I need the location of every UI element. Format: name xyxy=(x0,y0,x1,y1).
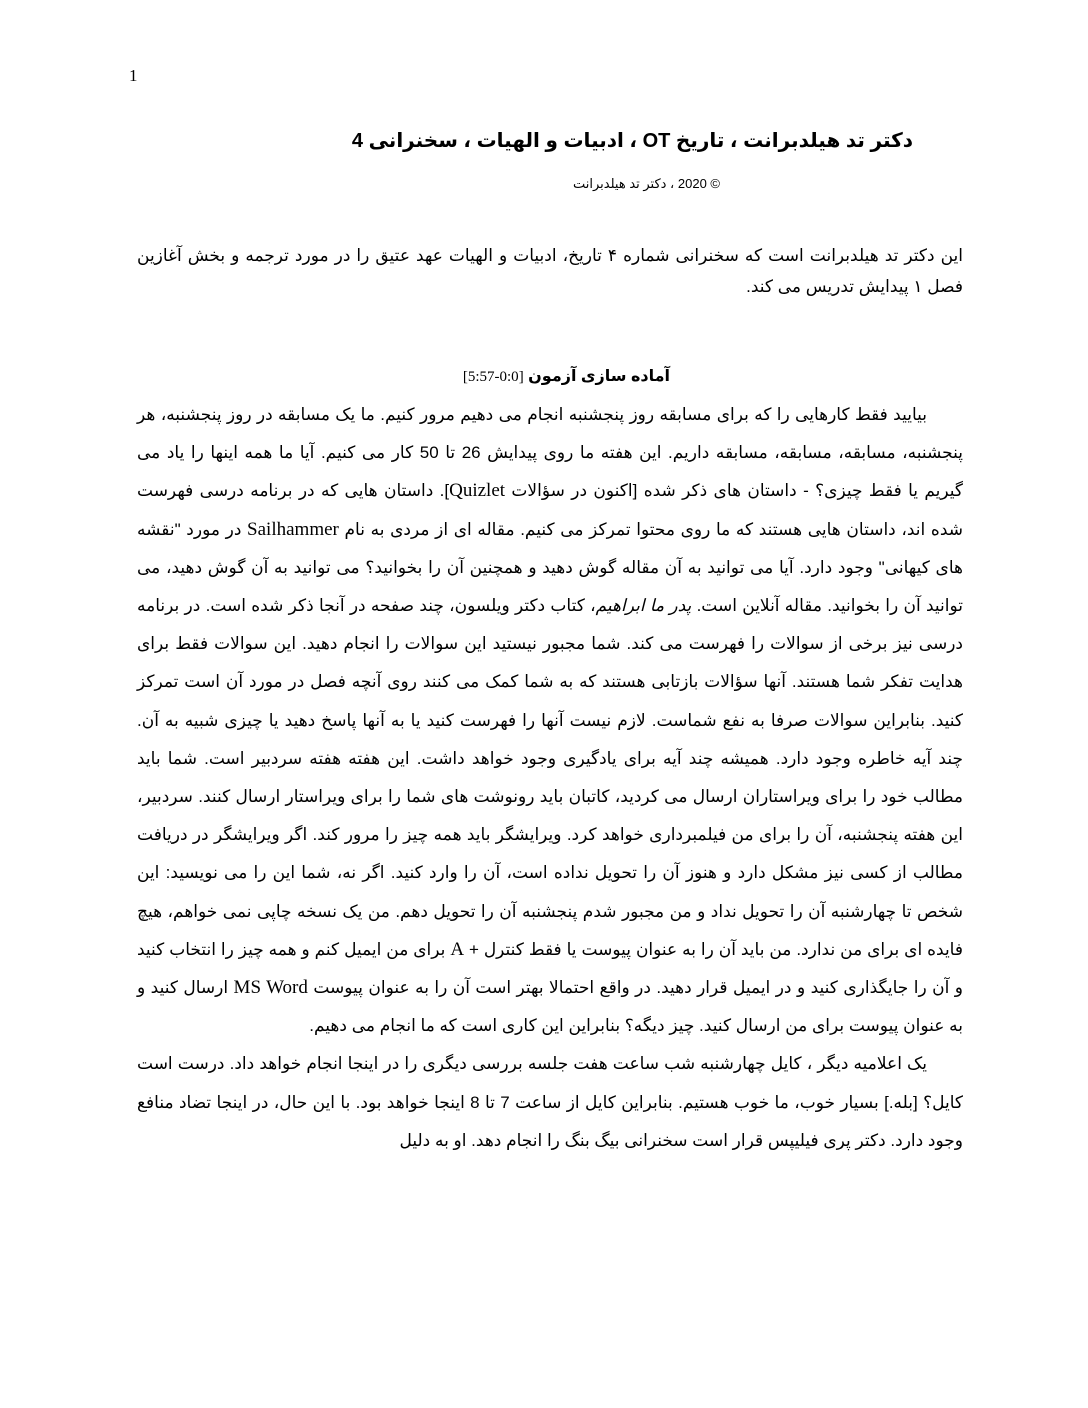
text-run: ارسال کنید و به عنوان پیوست برای من ارسال کنید. چیز دیگه؟ بنابراین این کاری است که ما انجام می دهیم. xyxy=(137,978,963,1036)
section-heading-title: آماده سازی آزمون xyxy=(528,368,670,385)
page-number: 1 xyxy=(129,66,138,85)
latin-term-ms-word: MS Word xyxy=(233,977,308,999)
text-run: برای من ایمیل کنم و همه چیز را انتخاب کنید و آن را جایگذاری کنید و در ایمیل قرار دهید. در واقع احتمالا بهتر است آن را به عنوان پیوست xyxy=(137,939,963,998)
body-text xyxy=(137,396,963,1160)
text-run: ]. داستان هایی که در برنامه درسی فهرست شده اند، داستان هایی هستند که ما روی محتوا تمرکز می کنیم. مقاله ای از مردی به نام xyxy=(137,481,963,539)
italic-book-title: پدر ما ابراهیم xyxy=(595,596,692,616)
latin-term-a: A xyxy=(450,938,465,960)
body-paragraph-1 xyxy=(137,396,963,1045)
section-heading-timestamp: [0:0-5:57] xyxy=(462,369,524,385)
body-paragraph-2: یک اعلامیه دیگر ، کایل چهارشنبه شب ساعت هفت جلسه بررسی دیگری را در اینجا انجام خواهد داد. درست است کایل؟ [بله.] بسیار خوب، ما خوب هستیم. بنابراین کایل از ساعت 7 تا 8 اینجا خواهد بود. با این حال، در اینجا تضاد منافع وجود دارد. دکتر پری فیلیپس قرار است سخنرانی بیگ بنگ را انجام دهد. او به دلیل xyxy=(137,1054,964,1150)
latin-term-sailhammer: Sailhammer xyxy=(247,518,339,540)
section-heading xyxy=(300,364,670,390)
latin-term-quizlet: Quizlet xyxy=(449,480,506,502)
intro-paragraph: این دکتر تد هیلدبرانت است که سخنرانی شماره ۴ تاریخ، ادبیات و الهیات عهد عتیق را در مورد ترجمه و بخش آغازین فصل ۱ پیدایش تدریس می کند. xyxy=(137,246,963,296)
copyright-line: © 2020 ، دکتر تد هیلدبرانت xyxy=(573,176,720,191)
text-run: در مورد "نقشه های کیهانی" وجود دارد. آیا می توانید به آن مقاله گوش دهید و همچنین آن را بخوانید؟ می توانید به آن گوش دهید، می توانید آن را بخوانید. مقاله آنلاین است. xyxy=(137,519,964,616)
text-run: ، کتاب دکتر ویلسون، چند صفحه در آنجا ذکر شده است. در برنامه درسی نیز برخی از سوالات را فهرست می کند. شما مجبور نیستید این سوالات را انجام دهید. این سوالات فقط برای هدایت تفکر شما هستند. آنها سؤالات بازتابی هستند که به شما کمک می کنند روی آنچه فصل در مورد آن است تمرکز کنید. بنابراین سوالات صرفا به نفع شماست. لازم نیست آنها را فهرست کنید یا به آنها پاسخ دهید یا چیزی شبیه به آن. چند آیه خاطره وجود دارد. همیشه چند آیه برای یادگیری وجود خواهد داشت. این هفته هفته سردبیر است. شما باید مطالب خود را برای ویراستاران ارسال می کردید، کاتبان باید رونوشت های شما را برای ویراستار ارسال کنند. سردبیر، این هفته پنجشنبه، آن را برای من فیلمبرداری خواهد کرد. ویرایشگر باید همه چیز را مرور کند. اگر ویرایشگر در دریافت مطالب از کسی نیز مشکل دارد و هنوز آن را تحویل نداده است، آن را وارد کنید. اگر نه، شما این را می نویسید: این شخص تا چهارشنبه آن را تحویل نداد و من مجبور شدم پنجشنبه آن را تحویل دهم. من یک نسخه چاپی نمی خواهم، هیچ فایده ای برای من ندارد. من باید آن را به عنوان پیوست یا فقط کنترل + xyxy=(137,596,963,959)
text-run: بیایید فقط کارهایی را که برای مسابقه روز پنجشنبه انجام می دهیم مرور کنیم. ما یک مسابقه در روز پنجشنبه، هر پنجشنبه، مسابقه، مسابقه، مسابقه داریم. این هفته ما روی پیدایش 26 تا 50 کار می کنیم. آیا ما همه اینها را یاد می گیریم یا فقط چیزی؟ - داستان های ذکر شده [اکنون در سؤالات xyxy=(137,405,964,501)
document-title: دکتر تد هیلدبرانت ، تاریخ OT ، ادبیات و الهیات ، سخنرانی 4 xyxy=(351,130,913,152)
